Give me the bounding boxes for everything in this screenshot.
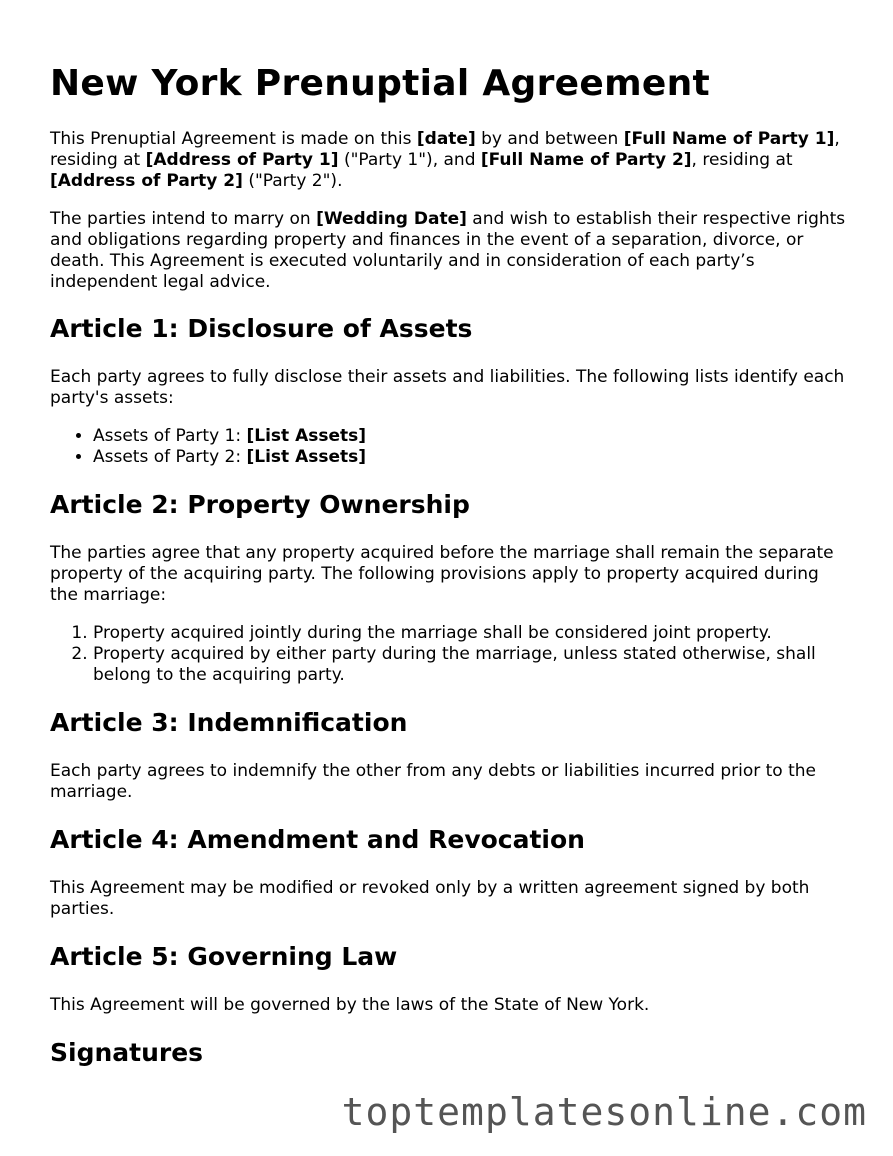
article-3-heading: Article 3: Indemnification: [50, 708, 408, 737]
signatures-heading: Signatures: [50, 1038, 204, 1067]
page-title: New York Prenuptial Agreement: [50, 63, 711, 104]
article-2-text: The parties agree that any property acquired before the marriage shall remain the separate property of the acquiring party. The following provisions apply to property acquired during the marriage:: [50, 543, 834, 605]
article-4-heading: Article 4: Amendment and Revocation: [50, 825, 585, 854]
purpose-paragraph: The parties intend to marry on [Wedding Date] and wish to establish their respective rights and obligations regarding property and finances in the event of a separation, divorce, or death. This Agreement is executed voluntarily and in consideration of each party’s independent legal advice.: [50, 209, 846, 292]
article-2-heading: Article 2: Property Ownership: [50, 490, 470, 519]
article-5-heading: Article 5: Governing Law: [50, 942, 398, 971]
list-item: • Assets of Party 2: [List Assets]: [93, 447, 850, 468]
wedding-date-placeholder: [Wedding Date]: [316, 209, 467, 229]
party2-address-placeholder: [Address of Party 2]: [50, 171, 243, 191]
article-1-text: Each party agrees to fully disclose their assets and liabilities. The following lists identify each party's assets:: [50, 367, 845, 408]
property-provisions-list: [50, 623, 850, 686]
list-item: • Assets of Party 1: [List Assets]: [93, 426, 850, 447]
article-5-text: This Agreement will be governed by the laws of the State of New York.: [50, 995, 650, 1015]
list-item: 2. Property acquired by either party during the marriage, unless stated otherwise, shall belong to the acquiring party.: [93, 644, 850, 686]
document-page: [50, 0, 850, 1069]
intro-paragraph: This Prenuptial Agreement is made on this [date] by and between [Full Name of Party 1], residing at [Address of Party 1] ("Party 1"), and [Full Name of Party 2], residing at [Address of Party 2] ("Party 2").: [50, 129, 840, 191]
article-1-heading: Article 1: Disclosure of Assets: [50, 314, 473, 343]
article-3-text: Each party agrees to indemnify the other from any debts or liabilities incurred prior to the marriage.: [50, 761, 816, 802]
party1-address-placeholder: [Address of Party 1]: [145, 150, 339, 170]
watermark: toptemplatesonline.com: [341, 1090, 867, 1134]
party1-name-placeholder: [Full Name of Party 1]: [623, 129, 835, 149]
list-item: 1. Property acquired jointly during the marriage shall be considered joint property.: [93, 623, 850, 644]
article-4-text: This Agreement may be modified or revoked only by a written agreement signed by both parties.: [50, 878, 810, 919]
party2-name-placeholder: [Full Name of Party 2]: [480, 150, 692, 170]
date-placeholder: [date]: [416, 129, 476, 149]
assets-list: [50, 426, 850, 468]
